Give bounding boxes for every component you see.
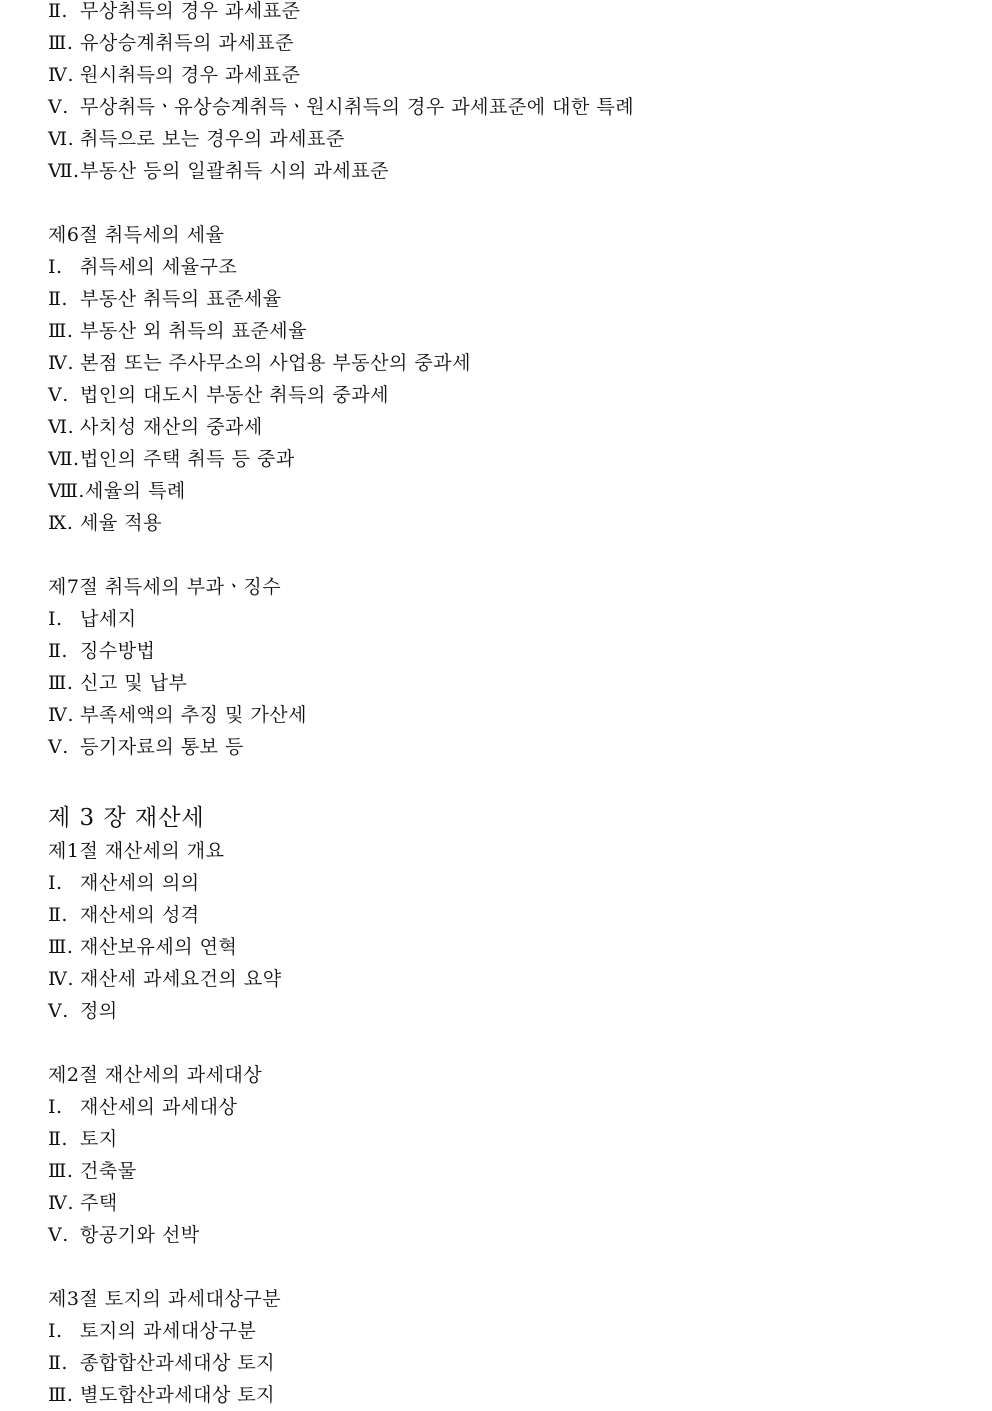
- spacer: [48, 539, 968, 571]
- toc-item: [48, 995, 968, 1027]
- roman-numeral: Ⅸ.: [48, 512, 74, 534]
- toc-item-title: 토지: [80, 1128, 118, 1150]
- roman-numeral: Ⅱ.: [48, 288, 68, 310]
- toc-item: [48, 475, 968, 507]
- toc-item-title: 본점 또는 주사무소의 사업용 부동산의 중과세: [80, 352, 471, 374]
- toc-item-title: 신고 및 납부: [80, 672, 188, 694]
- toc-item-title: 재산세 과세요건의 요약: [80, 968, 282, 990]
- toc-item: [48, 1187, 968, 1219]
- roman-numeral: Ⅳ.: [48, 968, 75, 990]
- toc-item-title: 납세지: [80, 608, 137, 630]
- roman-numeral: Ⅱ.: [48, 904, 68, 926]
- toc-item: [48, 1315, 968, 1347]
- toc-item-title: 주택: [80, 1192, 118, 1214]
- spacer: [48, 1027, 968, 1059]
- toc-item-title: 재산세의 성격: [80, 904, 200, 926]
- toc-item: [48, 635, 968, 667]
- roman-numeral: Ⅲ.: [48, 320, 74, 342]
- roman-numeral: Ⅱ.: [48, 640, 68, 662]
- section-heading: 제7절 취득세의 부과ㆍ징수: [48, 576, 282, 598]
- toc-item-title: 무상취득의 경우 과세표준: [80, 0, 301, 22]
- toc-item-title: 재산보유세의 연혁: [80, 936, 238, 958]
- toc-item-title: 사치성 재산의 중과세: [80, 416, 263, 438]
- section-heading: 제2절 재산세의 과세대상: [48, 1064, 263, 1086]
- roman-numeral: Ⅴ.: [48, 1000, 69, 1022]
- toc-item-title: 부동산 외 취득의 표준세율: [80, 320, 308, 342]
- spacer: [48, 187, 968, 219]
- toc-item: [48, 443, 968, 475]
- roman-numeral: Ⅷ.: [48, 480, 85, 502]
- section-heading: 제6절 취득세의 세율: [48, 224, 225, 246]
- roman-numeral: Ⅲ.: [48, 936, 74, 958]
- toc-item: [48, 283, 968, 315]
- toc-item: [48, 0, 968, 27]
- toc-item: [48, 603, 968, 635]
- toc-item-title: 정의: [80, 1000, 118, 1022]
- roman-numeral: Ⅳ.: [48, 1192, 75, 1214]
- roman-numeral: Ⅰ.: [48, 872, 63, 894]
- toc-item-title: 법인의 대도시 부동산 취득의 중과세: [80, 384, 389, 406]
- toc-item-title: 원시취득의 경우 과세표준: [80, 64, 301, 86]
- roman-numeral: Ⅳ.: [48, 64, 75, 86]
- roman-numeral: Ⅲ.: [48, 32, 74, 54]
- toc-item: [48, 731, 968, 763]
- toc-item: [48, 27, 968, 59]
- toc-item-title: 법인의 주택 취득 등 중과: [80, 448, 295, 470]
- roman-numeral: Ⅲ.: [48, 1384, 74, 1406]
- section-heading: 제3절 토지의 과세대상구분: [48, 1288, 282, 1310]
- toc-item-title: 부동산 취득의 표준세율: [80, 288, 282, 310]
- roman-numeral: Ⅰ.: [48, 1320, 63, 1342]
- roman-numeral: Ⅲ.: [48, 1160, 74, 1182]
- toc-item: [48, 699, 968, 731]
- toc-item: [48, 1155, 968, 1187]
- toc-item: [48, 1219, 968, 1251]
- toc-item: [48, 91, 968, 123]
- toc-item-title: 등기자료의 통보 등: [80, 736, 244, 758]
- toc-item-title: 유상승계취득의 과세표준: [80, 32, 294, 54]
- roman-numeral: Ⅳ.: [48, 704, 75, 726]
- toc-item: [48, 1379, 968, 1411]
- chapter-heading: 제 3 장 재산세: [48, 805, 205, 831]
- section-heading: 제1절 재산세의 개요: [48, 840, 225, 862]
- roman-numeral: Ⅴ.: [48, 1224, 69, 1246]
- spacer: [48, 763, 968, 795]
- toc-item-title: 별도합산과세대상 토지: [80, 1384, 276, 1406]
- toc-item: [48, 379, 968, 411]
- toc-item-title: 무상취득ㆍ유상승계취득ㆍ원시취득의 경우 과세표준에 대한 특례: [80, 96, 635, 118]
- toc-item-title: 재산세의 과세대상: [80, 1096, 238, 1118]
- roman-numeral: Ⅴ.: [48, 96, 69, 118]
- roman-numeral: Ⅵ.: [48, 416, 75, 438]
- toc-item-title: 세율 적용: [80, 512, 162, 534]
- toc-item-title: 재산세의 의의: [80, 872, 200, 894]
- roman-numeral: Ⅱ.: [48, 1128, 68, 1150]
- toc-item: [48, 963, 968, 995]
- roman-numeral: Ⅰ.: [48, 608, 63, 630]
- toc-item-title: 취득세의 세율구조: [80, 256, 238, 278]
- roman-numeral: Ⅶ.: [48, 448, 80, 470]
- roman-numeral: Ⅲ.: [48, 672, 74, 694]
- toc-item-title: 종합합산과세대상 토지: [80, 1352, 276, 1374]
- toc-item: [48, 507, 968, 539]
- toc-item-title: 취득으로 보는 경우의 과세표준: [80, 128, 345, 150]
- toc-item-title: 부동산 등의 일괄취득 시의 과세표준: [80, 160, 389, 182]
- toc-item: [48, 1347, 968, 1379]
- toc-item: [48, 931, 968, 963]
- toc-item-title: 세율의 특례: [84, 480, 186, 502]
- toc-item: [48, 411, 968, 443]
- roman-numeral: Ⅰ.: [48, 1096, 63, 1118]
- toc-item: [48, 1091, 968, 1123]
- roman-numeral: Ⅱ.: [48, 0, 68, 22]
- toc-item-title: 항공기와 선박: [80, 1224, 200, 1246]
- toc-item: [48, 251, 968, 283]
- toc-item-title: 건축물: [80, 1160, 137, 1182]
- toc-item: [48, 59, 968, 91]
- spacer: [48, 1251, 968, 1283]
- roman-numeral: Ⅶ.: [48, 160, 80, 182]
- roman-numeral: Ⅴ.: [48, 384, 69, 406]
- toc-item: [48, 315, 968, 347]
- roman-numeral: Ⅵ.: [48, 128, 75, 150]
- toc-item: [48, 899, 968, 931]
- table-of-contents: [48, 0, 968, 1411]
- toc-item-title: 징수방법: [80, 640, 156, 662]
- roman-numeral: Ⅳ.: [48, 352, 75, 374]
- toc-item-title: 토지의 과세대상구분: [80, 1320, 257, 1342]
- toc-item: [48, 347, 968, 379]
- toc-item: [48, 123, 968, 155]
- roman-numeral: Ⅰ.: [48, 256, 63, 278]
- toc-item: [48, 1123, 968, 1155]
- toc-item-title: 부족세액의 추징 및 가산세: [80, 704, 308, 726]
- toc-item: [48, 667, 968, 699]
- toc-item: [48, 155, 968, 187]
- roman-numeral: Ⅱ.: [48, 1352, 68, 1374]
- toc-item: [48, 867, 968, 899]
- roman-numeral: Ⅴ.: [48, 736, 69, 758]
